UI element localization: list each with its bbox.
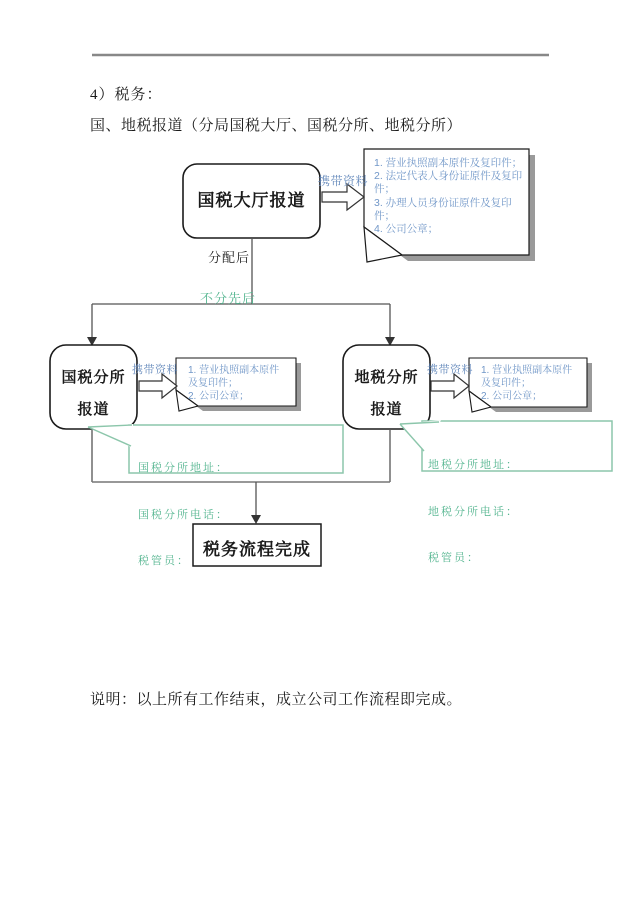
local-callout-line: 地税分所电话： [428, 505, 519, 518]
local-callout-text [428, 427, 519, 598]
note-main-item: 1. 营业执照副本原件及复印件； [374, 157, 523, 169]
national-callout-line: 国税分所电话： [138, 508, 229, 521]
arrowhead-end [251, 515, 261, 524]
note-main-text [374, 157, 524, 236]
local-branch-box-label-line2: 报道 [370, 401, 403, 418]
note-main-item: 2. 法定代表人身份证原件及复印件； [374, 170, 523, 196]
end-box-label: 税务流程完成 [203, 540, 311, 559]
carry-arrow-local [431, 374, 469, 398]
footer-note: 说明：以上所有工作结束，成立公司工作流程即完成。 [90, 692, 463, 708]
start-box-label: 国税大厅报道 [197, 191, 306, 210]
national-callout-line: 国税分所地址： [138, 462, 229, 474]
note-local-item: 1. 营业执照副本原件及复印件； [481, 365, 573, 389]
carry-label-national: 携带资料 [132, 364, 178, 376]
local-callout-line: 地税分所地址： [428, 459, 519, 471]
carry-label-main: 携带资料 [318, 174, 369, 188]
section-heading: 4）税务： [90, 87, 163, 103]
note-national-text [188, 364, 285, 403]
local-branch-box-label-line1: 地税分所 [354, 369, 419, 386]
note-local-item: 2. 公司公章； [481, 391, 543, 402]
after-assign-label: 分配后 [208, 250, 251, 265]
note-main-item: 3. 办理人员身份证原件及复印件； [374, 196, 512, 222]
carry-label-local: 携带资料 [427, 364, 473, 376]
no-order-label: 不分先后 [200, 291, 257, 306]
note-national-item: 1. 营业执照副本原件及复印件； [188, 365, 280, 389]
national-branch-box-label-line1: 国税分所 [61, 369, 126, 386]
national-branch-box-label-line2: 报道 [77, 401, 110, 418]
section-subheading: 国、地税报道（分局国税大厅、国税分所、地税分所） [90, 118, 463, 134]
national-callout-line: 税管员： [138, 555, 190, 567]
carry-arrow-national [139, 374, 177, 398]
note-main-item: 4. 公司公章； [374, 223, 439, 236]
national-callout-text [138, 430, 229, 601]
local-callout-line: 税管员： [428, 552, 480, 564]
note-national-item: 2. 公司公章； [188, 391, 250, 402]
note-local-text [481, 364, 578, 403]
